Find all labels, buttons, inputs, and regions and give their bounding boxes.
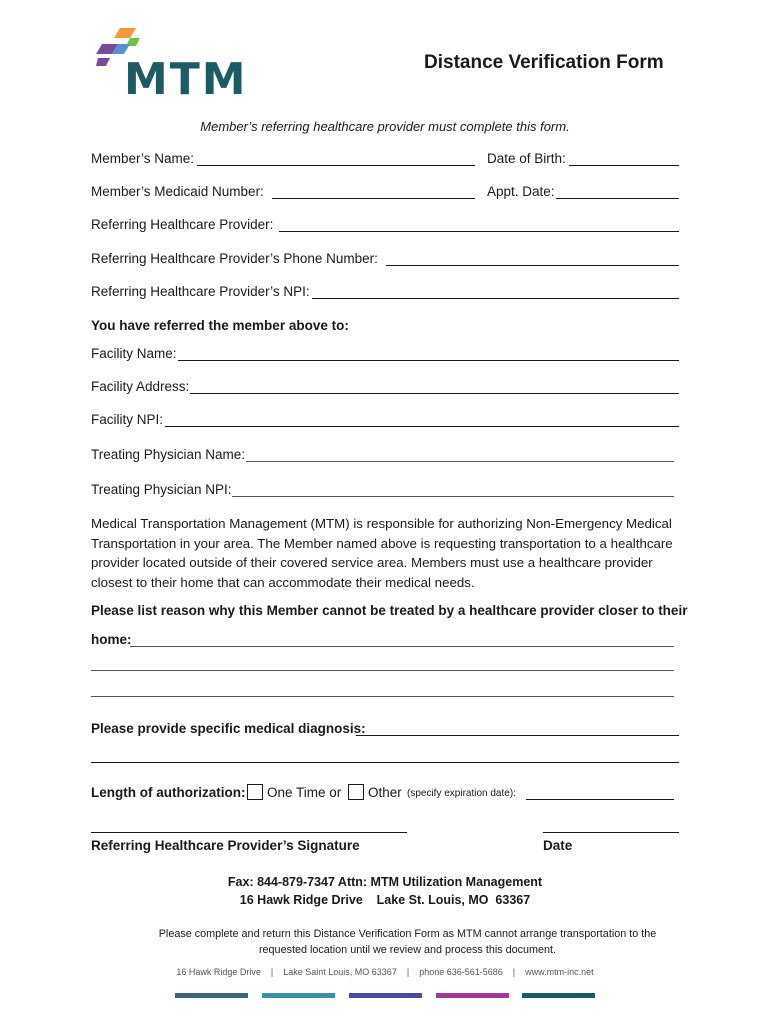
signature-date-field[interactable] — [543, 832, 679, 833]
treating-name-label: Treating Physician Name: — [91, 447, 246, 462]
footer-sep-1: | — [270, 967, 274, 977]
dob-field[interactable] — [569, 165, 679, 166]
ref-phone-label: Referring Healthcare Provider’s Phone Number: — [91, 251, 378, 266]
diagnosis-field-1[interactable] — [356, 735, 679, 736]
appt-date-field[interactable] — [556, 198, 679, 199]
authorization-label: Length of authorization: — [91, 785, 246, 800]
appt-date-label: Appt. Date: — [487, 184, 555, 199]
diagnosis-label: Please provide specific medical diagnosis: — [91, 721, 366, 736]
reason-home-label: home: — [91, 632, 132, 647]
expiration-date-field[interactable] — [526, 799, 674, 800]
diagnosis-field-2[interactable] — [91, 762, 679, 763]
ref-provider-field[interactable] — [279, 231, 679, 232]
facility-npi-label: Facility NPI: — [91, 412, 164, 427]
mtm-paragraph: Medical Transportation Management (MTM) is responsible for authorizing Non-Emergency Medical Transportation in your area. The Member named above is requesting transportation to a healthcare provider located outside of their covered service area. Members must use a healthcare provider closest to their home that can accommodate their medical needs. — [91, 516, 673, 590]
facility-name-field[interactable] — [178, 360, 679, 361]
footer-city: Lake Saint Louis, MO 63367 — [283, 967, 397, 977]
footer-bar-1 — [175, 993, 248, 998]
one-time-label: One Time or — [267, 785, 342, 800]
dob-label: Date of Birth: — [487, 151, 566, 166]
member-name-field[interactable] — [197, 165, 475, 166]
footer-bar-2 — [262, 993, 335, 998]
ref-npi-field[interactable] — [312, 298, 679, 299]
page-title: Distance Verification Form — [424, 52, 664, 73]
notice: Please complete and return this Distance Verification Form as MTM cannot arrange transportation to the requested location until we review and process this document. — [158, 928, 657, 956]
address-line: 16 Hawk Ridge Drive Lake St. Louis, MO 63367 — [239, 893, 531, 907]
other-checkbox[interactable] — [348, 784, 364, 800]
facility-address-label: Facility Address: — [91, 379, 190, 394]
footer-contact — [0, 967, 770, 977]
mtm-logo — [96, 28, 276, 106]
reason-prompt: Please list reason why this Member cannot be treated by a healthcare provider closer to their — [91, 603, 688, 618]
reason-field-3[interactable] — [91, 696, 674, 697]
logo-text: MTM — [124, 54, 248, 105]
footer-bar-4 — [436, 993, 509, 998]
facility-npi-field[interactable] — [165, 426, 679, 427]
treating-npi-field[interactable] — [232, 496, 674, 497]
footer-street: 16 Hawk Ridge Drive — [176, 967, 261, 977]
footer-bar-5 — [522, 993, 595, 998]
footer-web[interactable]: www.mtm-inc.net — [525, 967, 594, 977]
footer-bar-3 — [349, 993, 422, 998]
reason-field-1[interactable] — [130, 646, 674, 647]
other-label: Other — [368, 785, 402, 800]
treating-name-field[interactable] — [246, 461, 674, 462]
footer-sep-2: | — [406, 967, 410, 977]
ref-npi-label: Referring Healthcare Provider’s NPI: — [91, 284, 310, 299]
treating-npi-label: Treating Physician NPI: — [91, 482, 232, 497]
other-note: (specify expiration date): — [407, 788, 516, 799]
facility-address-field[interactable] — [190, 393, 679, 394]
footer-phone: phone 636-561-5686 — [419, 967, 503, 977]
ref-provider-label: Referring Healthcare Provider: — [91, 217, 274, 232]
signature-field[interactable] — [91, 832, 407, 833]
referred-heading: You have referred the member above to: — [91, 318, 349, 333]
fax-line: Fax: 844-879-7347 Attn: MTM Utilization Management — [227, 875, 543, 889]
one-time-checkbox[interactable] — [247, 784, 263, 800]
medicaid-field[interactable] — [272, 198, 475, 199]
medicaid-label: Member’s Medicaid Number: — [91, 184, 264, 199]
footer-sep-3: | — [512, 967, 516, 977]
member-name-label: Member’s Name: — [91, 151, 195, 166]
date-label: Date — [543, 838, 573, 853]
ref-phone-field[interactable] — [386, 265, 679, 266]
signature-label: Referring Healthcare Provider’s Signature — [91, 838, 360, 853]
reason-field-2[interactable] — [91, 670, 674, 671]
subtitle: Member’s referring healthcare provider must complete this form. — [200, 119, 570, 134]
facility-name-label: Facility Name: — [91, 346, 177, 361]
